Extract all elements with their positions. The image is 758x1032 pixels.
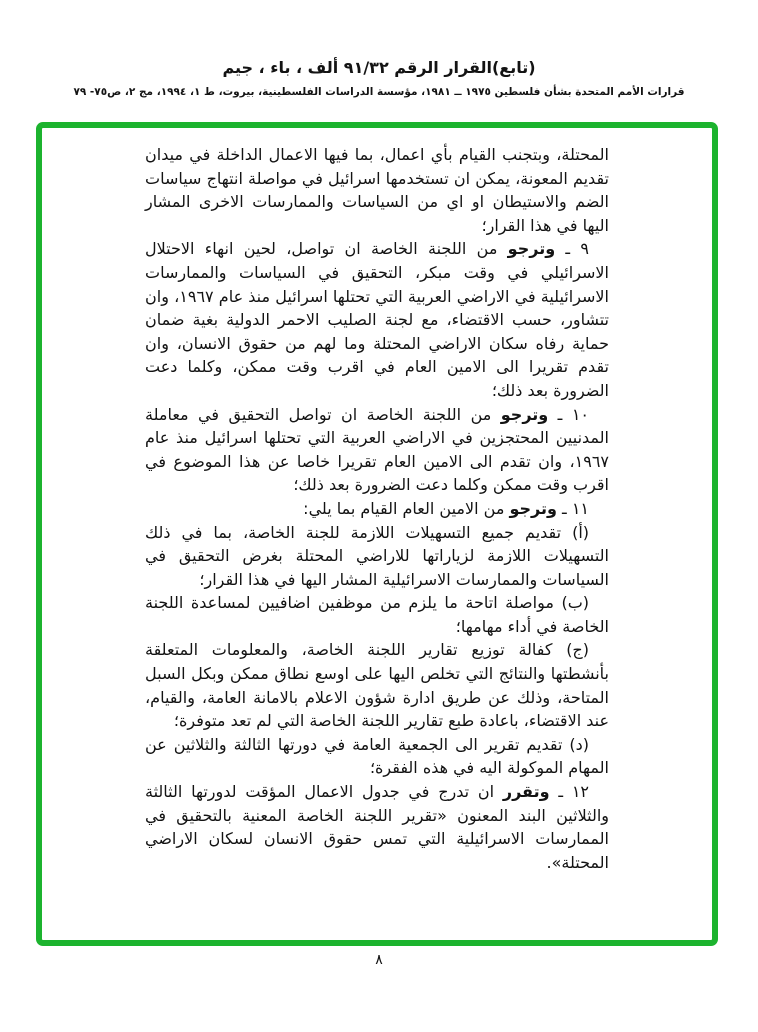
paragraph-operative-10 <box>145 403 609 497</box>
resolution-title: (تابع)القرار الرقم ٩١/٣٢ ألف ، باء ، جيم <box>222 58 536 77</box>
paragraph-text: ٩ ـ <box>555 239 589 259</box>
paragraph-text: من الامين العام القيام بما يلي: <box>303 498 510 518</box>
paragraph-text: من اللجنة الخاصة ان تواصل التحقيق في معاملة المدنيين المحتجزين في الاراضي العربية التي تحتلها اسرائيل منذ عام ١٩٦٧، وان تقدم الى الامين العام تقريرا خاصا عن هذا الموضوع في اقرب وقت ممكن وكلما دعت الضرورة بعد ذلك؛ <box>145 404 609 495</box>
paragraph-item-dal <box>145 733 609 780</box>
operative-verb: وترجو <box>509 498 557 518</box>
document-body <box>145 143 609 874</box>
source-citation: قرارات الأمم المتحدة بشأن فلسطين ١٩٧٥ ــ ١٩٨١، مؤسسة الدراسات الفلسطينية، بيروت، ط ١، ١٩٩٤، مج ٢، ص٧٥- ٧٩ <box>73 86 685 98</box>
paragraph-text: (ج) كفالة توزيع تقارير اللجنة الخاصة، والمعلومات المتعلقة بأنشطتها والنتائج التي تخلص اليها على اوسع نطاق ممكن وبكل السبل المتاحة، وذلك عن طريق ادارة شؤون الاعلام بالامانة العامة، والقيام، عند الاقتضاء، باعادة طبع تقارير اللجنة الخاصة التي لم تعد متوفرة؛ <box>145 640 609 731</box>
operative-verb: وتقرر <box>502 782 550 802</box>
paragraph-text: (د) تقديم تقرير الى الجمعية العامة في دورتها الثالثة والثلاثين عن المهام الموكولة اليه في هذه الفقرة؛ <box>145 734 609 778</box>
page-number: ٨ <box>375 952 383 968</box>
operative-verb: وترجو <box>507 239 556 259</box>
paragraph-operative-9 <box>145 237 609 402</box>
paragraph-item-jim <box>145 638 609 732</box>
paragraph-continuation <box>145 143 609 237</box>
page-header <box>0 58 758 98</box>
paragraph-operative-11 <box>145 497 609 521</box>
paragraph-text: ١٠ ـ <box>548 404 590 424</box>
page-frame <box>36 122 718 946</box>
paragraph-text: (أ) تقديم جميع التسهيلات اللازمة للجنة الخاصة، بما في ذلك التسهيلات اللازمة لزياراتها للاراضي المحتلة بغرض التحقيق في السياسات والممارسات الاسرائيلية المشار اليها في هذا القرار؛ <box>145 522 609 589</box>
paragraph-text: ١٢ ـ <box>549 782 589 802</box>
paragraph-text: المحتلة، وبتجنب القيام بأي اعمال، بما فيها الاعمال الداخلة في ميدان تقديم المعونة، يمكن ان تستخدمها اسرائيل في مواصلة انتهاج سياسات الضم والاستيطان او اي من السياسات والممارسات الاخرى المشار اليها في هذا القرار؛ <box>145 145 609 235</box>
paragraph-item-ba <box>145 591 609 638</box>
operative-verb: وترجو <box>500 404 549 424</box>
paragraph-text: ١١ ـ <box>556 498 589 518</box>
paragraph-text: (ب) مواصلة اتاحة ما يلزم من موظفين اضافيين لمساعدة اللجنة الخاصة في أداء مهامها؛ <box>145 593 609 636</box>
paragraph-text: من اللجنة الخاصة ان تواصل، لحين انهاء الاحتلال الاسرائيلي في وقت مبكر، التحقيق في السياسات والممارسات الاسرائيلية في الاراضي العربية التي تحتلها اسرائيل منذ عام ١٩٦٧، وان تتشاور، حسب الاقتضاء، مع لجنة الصليب الاحمر الدولية بغية ضمان حماية رفاه سكان الاراضي المحتلة وما لهم من حقوق الانسان، وان تقدم تقريرا الى الامين العام في اقرب وقت ممكن، وكلما دعت الضرورة بعد ذلك؛ <box>145 239 609 400</box>
paragraph-text: ان تدرج في جدول الاعمال المؤقت لدورتها الثالثة والثلاثين البند المعنون «تقرير اللجنة الخاصة المعنية بالتحقيق في الممارسات الاسرائيلية التي تمس حقوق الانسان لسكان الاراضي المحتلة». <box>145 782 609 872</box>
paragraph-item-alef <box>145 521 609 592</box>
paragraph-operative-12 <box>145 780 609 874</box>
